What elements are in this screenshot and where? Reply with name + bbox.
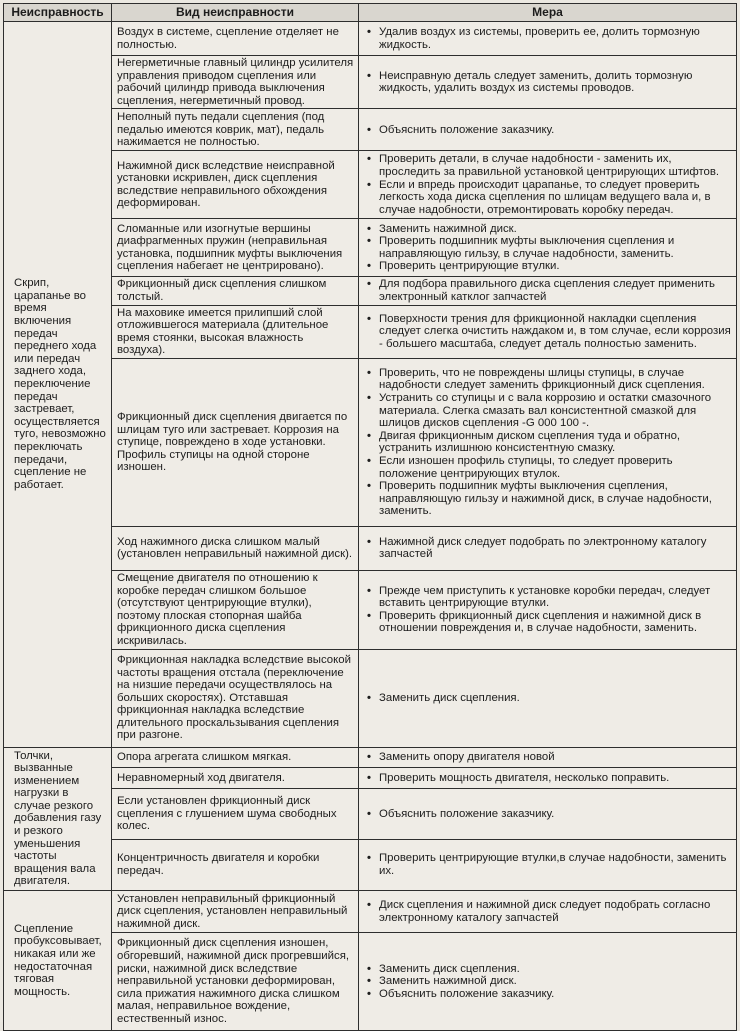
bullet-icon: • [367, 235, 371, 248]
measure-text: Проверить детали, в случае надобности - заменить их, проследить за правильной установкой центрирующих штифтов. [379, 153, 720, 178]
cause-cell: Если установлен фрикционный диск сцепления с глушением шума свободных колес. [112, 788, 359, 839]
measure-text: Объяснить положение заказчику. [379, 807, 555, 820]
bullet-icon: • [367, 153, 371, 166]
cause-cell: Воздух в системе, сцепление отделяет не полностью. [112, 22, 359, 56]
table-row [4, 839, 737, 890]
measure-text: Если изношен профиль ступицы, то следует проверить положение центрирующих втулок. [379, 455, 673, 480]
measure-item [365, 153, 732, 178]
measure-text: Заменить диск сцепления. [379, 691, 520, 704]
measure-item [365, 585, 732, 610]
bullet-icon: • [367, 975, 371, 988]
bullet-icon: • [367, 584, 371, 597]
bullet-icon: • [367, 278, 371, 291]
measure-cell [359, 219, 737, 277]
measure-item [365, 179, 732, 217]
measure-text: Удалив воздух из системы, проверить ее, долить тормозную жидкость. [379, 25, 700, 51]
bullet-icon: • [367, 807, 371, 820]
cause-cell: Концентричность двигателя и коробки передач. [112, 839, 359, 890]
measure-text: Заменить опору двигателя новой [379, 751, 555, 764]
measure-text: Устранить со ступицы и с вала коррозию и остатки смазочного материала. Слегка смазать вал консистентной смазкой для шлицов дисков сцепления -G 000 100 -. [379, 392, 712, 430]
measure-cell [359, 109, 737, 151]
bullet-icon: • [367, 429, 371, 442]
measure-item [365, 430, 732, 455]
measure-cell [359, 839, 737, 890]
table-row [4, 358, 737, 526]
table-row [4, 22, 737, 56]
bullet-icon: • [367, 312, 371, 325]
bullet-icon: • [367, 392, 371, 405]
header-row [4, 4, 737, 22]
bullet-icon: • [367, 898, 371, 911]
measure-cell [359, 747, 737, 768]
measure-text: Двигая фрикционным диском сцепления туда и обратно, устранить излишнюю консистентную смазку. [379, 429, 681, 455]
measure-text: Проверить подшипник муфты выключения сцепления и направляющую гильзу, в случае надобности, заменить. [379, 235, 675, 260]
cause-cell: Фрикционный диск сцепления двигается по шлицам туго или застревает. Коррозия на ступице, повреждено в ходе установки. Профиль ступицы на одной стороне изношен. [112, 358, 359, 526]
measure-item [365, 772, 732, 785]
bullet-icon: • [367, 771, 371, 784]
measure-item [365, 751, 732, 764]
table-row [4, 747, 737, 768]
measure-item [365, 692, 732, 705]
measure-item [365, 988, 732, 1001]
measure-item [365, 455, 732, 480]
bullet-icon: • [367, 852, 371, 865]
measure-item [365, 70, 732, 95]
cause-cell: Негерметичные главный цилиндр усилителя управления приводом сцепления или рабочий цилиндр привода выключения сцепления, негерметичный провод. [112, 56, 359, 109]
measure-cell [359, 933, 737, 1031]
measure-text: Объяснить положение заказчику. [379, 123, 555, 136]
measure-cell [359, 151, 737, 219]
measure-text: Проверить центрирующие втулки. [379, 260, 560, 273]
cause-cell: Фрикционный диск сцепления изношен, обгоревший, нажимной диск прогревшийся, риски, нажимной диск вследствие неправильной установки деформирован, сила прижатия нажимного диска слишком малая, неправильное вождение, естественный износ. [112, 933, 359, 1031]
cause-cell: Опора агрегата слишком мягкая. [112, 747, 359, 768]
cause-cell: Сломанные или изогнутые вершины диафрагменных пружин (неправильная установка, подшипник муфты выключения сцепления набегает не центрировано). [112, 219, 359, 277]
cause-cell: Нажимной диск вследствие неисправной установки искривлен, диск сцепления вследствие неправильного обхождения деформирован. [112, 151, 359, 219]
table-row [4, 649, 737, 747]
bullet-icon: • [367, 366, 371, 379]
measure-text: Поверхности трения для фрикционной накладки сцепления следует слегка очистить наждаком и, в том случае, если коррозия - большего масштаба, следует деталь полностью заменить. [379, 312, 731, 351]
measure-text: Неисправную деталь следует заменить, долить тормозную жидкость, удалить воздух из системы проводов. [379, 69, 693, 95]
measure-cell [359, 305, 737, 358]
table-row [4, 788, 737, 839]
measure-cell [359, 526, 737, 570]
bullet-icon: • [367, 609, 371, 622]
measure-text: Проверить подшипник муфты выключения сцепления, направляющую гильзу и нажимной диск, в случае надобности, заменить. [379, 480, 712, 518]
measure-item [365, 963, 732, 976]
fault-table [3, 3, 737, 1031]
table-row [4, 891, 737, 933]
measure-text: Проверить мощность двигателя, несколько поправить. [379, 771, 670, 784]
measure-text: Проверить фрикционный диск сцепления и нажимной диск в отношении повреждения и, в случае надобности, заменить. [379, 609, 702, 635]
measure-item [365, 899, 732, 924]
measure-text: Прежде чем приступить к установке коробки передач, следует вставить центрирующие втулки. [379, 584, 711, 610]
bullet-icon: • [367, 987, 371, 1000]
table-row [4, 526, 737, 570]
measure-text: Проверить центрирующие втулки,в случае надобности, заменить их. [379, 852, 727, 877]
cause-cell: Фрикционный диск сцепления слишком толстый. [112, 277, 359, 305]
measure-item [365, 313, 732, 351]
bullet-icon: • [367, 69, 371, 82]
bullet-icon: • [367, 691, 371, 704]
measure-text: Объяснить положение заказчику. [379, 987, 555, 1000]
measure-item [365, 852, 732, 877]
cause-cell: Смещение двигателя по отношению к коробке передач слишком большое (отсутствуют центрирующие втулки), поэтому плоская стопорная шайба фрикционного диска сцепления искривилась. [112, 570, 359, 649]
measure-cell [359, 22, 737, 56]
measure-item [365, 260, 732, 273]
cause-cell: Ход нажимного диска слишком малый (установлен неправильный нажимной диск). [112, 526, 359, 570]
measure-item [365, 392, 732, 430]
table-row [4, 277, 737, 305]
measure-cell [359, 358, 737, 526]
measure-item [365, 367, 732, 392]
cause-cell: Фрикционная накладка вследствие высокой частоты вращения отстала (переключение на низшие передачи осуществлялось на больших скоростях). Отставшая фрикционная накладка вследствие длительного проскальзывания сцепления при разгоне. [112, 649, 359, 747]
fault-cell: Скрип, царапанье во время включения передач переднего хода или передач заднего хода, переключение передач застревает, осуществляется туго, невозможно переключать передачи, сцепление не работает. [4, 22, 112, 748]
measure-item [365, 975, 732, 988]
table-row [4, 109, 737, 151]
table-row [4, 56, 737, 109]
table-row [4, 305, 737, 358]
bullet-icon: • [367, 962, 371, 975]
cause-cell: Установлен неправильный фрикционный диск сцепления, установлен неправильный нажимной диск. [112, 891, 359, 933]
measure-cell [359, 649, 737, 747]
bullet-icon: • [367, 25, 371, 38]
table-row [4, 768, 737, 789]
measure-text: Диск сцепления и нажимной диск следует подобрать согласно электронному каталогу запчастей [379, 898, 711, 924]
bullet-icon: • [367, 222, 371, 235]
measure-item [365, 610, 732, 635]
header-cause: Вид неисправности [112, 4, 359, 22]
header-fault: Неисправность [4, 4, 112, 22]
measure-text: Заменить диск сцепления. [379, 962, 520, 975]
fault-cell: Сцепление пробуксовывает, никакая или же недостаточная тяговая мощность. [4, 891, 112, 1031]
bullet-icon: • [367, 178, 371, 191]
measure-text: Заменить нажимной диск. [379, 975, 517, 988]
measure-text: Для подбора правильного диска сцепления следует применить электронный катклог запчастей [379, 278, 715, 303]
bullet-icon: • [367, 751, 371, 764]
measure-item [365, 26, 732, 51]
bullet-icon: • [367, 455, 371, 468]
header-measure: Мера [359, 4, 737, 22]
fault-cell: Толчки, вызванные изменением нагрузки в случае резкого добавления газу и резкого уменьшения частоты вращения вала двигателя. [4, 747, 112, 891]
bullet-icon: • [367, 260, 371, 273]
table-row [4, 570, 737, 649]
measure-text: Если и впредь происходит царапанье, то следует проверить легкость хода диска сцепления по шлицам ведущего вала и, в случае надобности, отремонтировать коробку передач. [379, 178, 711, 216]
measure-item [365, 808, 732, 821]
bullet-icon: • [367, 123, 371, 136]
cause-cell: Неравномерный ход двигателя. [112, 768, 359, 789]
measure-item [365, 536, 732, 561]
measure-item [365, 480, 732, 518]
measure-item [365, 235, 732, 260]
measure-text: Заменить нажимной диск. [379, 222, 517, 235]
measure-text: Нажимной диск следует подобрать по электронному каталогу запчастей [379, 535, 707, 561]
bullet-icon: • [367, 480, 371, 493]
measure-text: Проверить, что не повреждены шлицы ступицы, в случае надобности следует заменить фрикционный диск сцепления. [379, 366, 705, 392]
measure-item [365, 124, 732, 137]
bullet-icon: • [367, 535, 371, 548]
measure-cell [359, 277, 737, 305]
cause-cell: На маховике имеется прилипший слой отложившегося материала (длительное время стоянки, высокая влажность воздуха). [112, 305, 359, 358]
measure-cell [359, 768, 737, 789]
table-row [4, 219, 737, 277]
measure-item [365, 223, 732, 236]
table-row [4, 933, 737, 1031]
table-row [4, 151, 737, 219]
measure-item [365, 278, 732, 303]
measure-cell [359, 56, 737, 109]
measure-cell [359, 570, 737, 649]
cause-cell: Неполный путь педали сцепления (под педалью имеются коврик, мат), педаль нажимается не полностью. [112, 109, 359, 151]
measure-cell [359, 891, 737, 933]
measure-cell [359, 788, 737, 839]
